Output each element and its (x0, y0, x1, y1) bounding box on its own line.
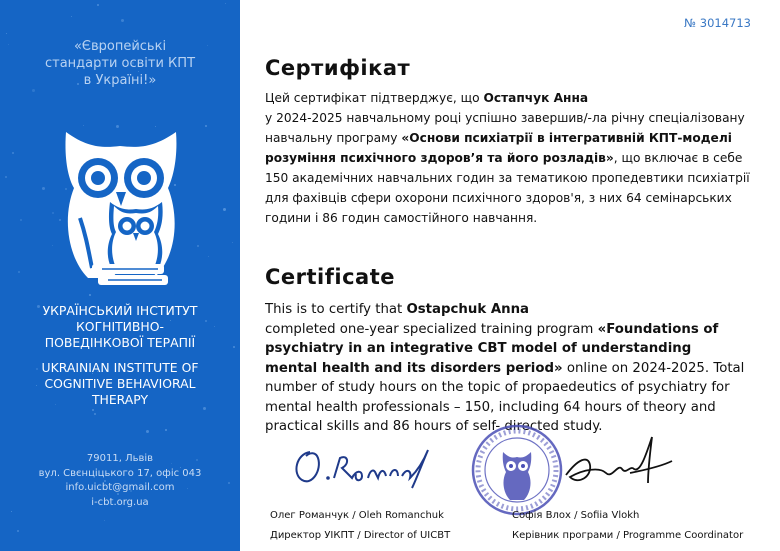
owl-logo-icon (58, 118, 188, 288)
sidebar-dot (121, 19, 124, 22)
address-street: вул. Свєнціцького 17, офіс 043 (38, 467, 202, 479)
institute-name-ua: УКРАЇНСЬКИЙ ІНСТИТУТ КОГНІТИВНО- ПОВЕДІНКОВОЇ ТЕРАПІЇ (42, 303, 198, 350)
program-name-ua: «Основи психіатрії в інтегративній КПТ-моделі розуміння психічного здоров’я та його розладів» (265, 131, 732, 165)
sidebar-dot (208, 256, 209, 257)
sidebar-dot (12, 152, 14, 154)
sidebar-dot (5, 176, 7, 178)
address-city: 79011, Львів (86, 453, 154, 464)
sidebar-dot (146, 430, 149, 433)
sidebar-dot (104, 520, 105, 521)
sidebar-dot (11, 511, 12, 512)
sidebar-dot (232, 242, 233, 243)
sidebar-dot (20, 219, 22, 221)
sidebar-dot (6, 33, 7, 34)
sidebar-dot (94, 413, 96, 415)
director-role: Директор УІКПТ / Director of UICBT (270, 530, 451, 541)
sidebar-dot (205, 125, 207, 127)
body-ua-completion: у 2024-2025 навчальному році успішно завершив/-ла річну спеціалізовану навчальну програму (265, 111, 745, 145)
body-en-completion: completed one-year specialized training program (265, 321, 598, 337)
sidebar-dot (89, 294, 91, 296)
body-ua-hours: , що включає в себе 150 академічних навчальних годин за тематикою пропедевтики психіатрії для фахівців сфери охорони психічного здоров'я, з них 64 семінарських години і 86 годин самостійного навчання. (265, 151, 750, 225)
sidebar-dot (71, 16, 72, 17)
slogan: «Європейські стандарти освіти КПТ в Україні!» (44, 39, 196, 88)
body-en-hours: online on 2024-2025. Total number of study hours on the topic of propaedeutics of psychiatry for mental health professionals – 150, including 64 hours of theory and practical skills and 86 hours of self- directed study. (265, 360, 745, 434)
program-name-en: «Foundations of psychiatry in an integrative CBT model of understanding mental health and its disorders period» (265, 321, 719, 376)
sidebar-dot (97, 4, 99, 6)
sidebar (0, 0, 240, 551)
heading-en: Certificate (265, 265, 395, 289)
sidebar-dot (18, 271, 20, 273)
body-text-en (265, 300, 745, 437)
director-signature-icon (288, 440, 448, 492)
sidebar-dot (92, 409, 94, 411)
body-ua-intro: Цей сертифікат підтверджує, що (265, 91, 484, 105)
recipient-name-ua: Остапчук Анна (483, 91, 589, 105)
sidebar-dot (197, 245, 199, 247)
heading-ua: Сертифікат (265, 56, 411, 80)
certificate-number: № 3014713 (684, 16, 751, 30)
institute-name-en: UKRAINIAN INSTITUTE OF COGNITIVE BEHAVIORAL THERAPY (41, 360, 199, 407)
contacts-block (10, 452, 230, 510)
coordinator-role: Керівник програми / Programme Coordinator (512, 530, 744, 541)
sidebar-dot (52, 245, 53, 246)
sidebar-dot (223, 208, 226, 211)
coordinator-signature-icon (560, 425, 680, 495)
sidebar-dot (32, 89, 35, 92)
sidebar-dot (17, 530, 19, 532)
website-link[interactable]: i-cbt.org.ua (91, 496, 149, 508)
sidebar-dot (52, 212, 54, 214)
director-name: Олег Романчук / Oleh Romanchuk (270, 510, 444, 521)
sidebar-dot (165, 429, 167, 431)
recipient-name-en: Ostapchuk Anna (406, 302, 530, 317)
email-link[interactable]: info.uicbt@gmail.com (65, 482, 175, 493)
body-text-ua (265, 88, 760, 228)
body-en-intro: This is to certify that (265, 302, 407, 317)
institute-stamp-icon (462, 420, 572, 520)
sidebar-dot (233, 346, 235, 348)
coordinator-name: Софія Влох / Sofiia Vlokh (512, 510, 640, 521)
sidebar-dot (42, 187, 45, 190)
sidebar-dot (225, 3, 226, 4)
sidebar-dot (8, 44, 9, 45)
